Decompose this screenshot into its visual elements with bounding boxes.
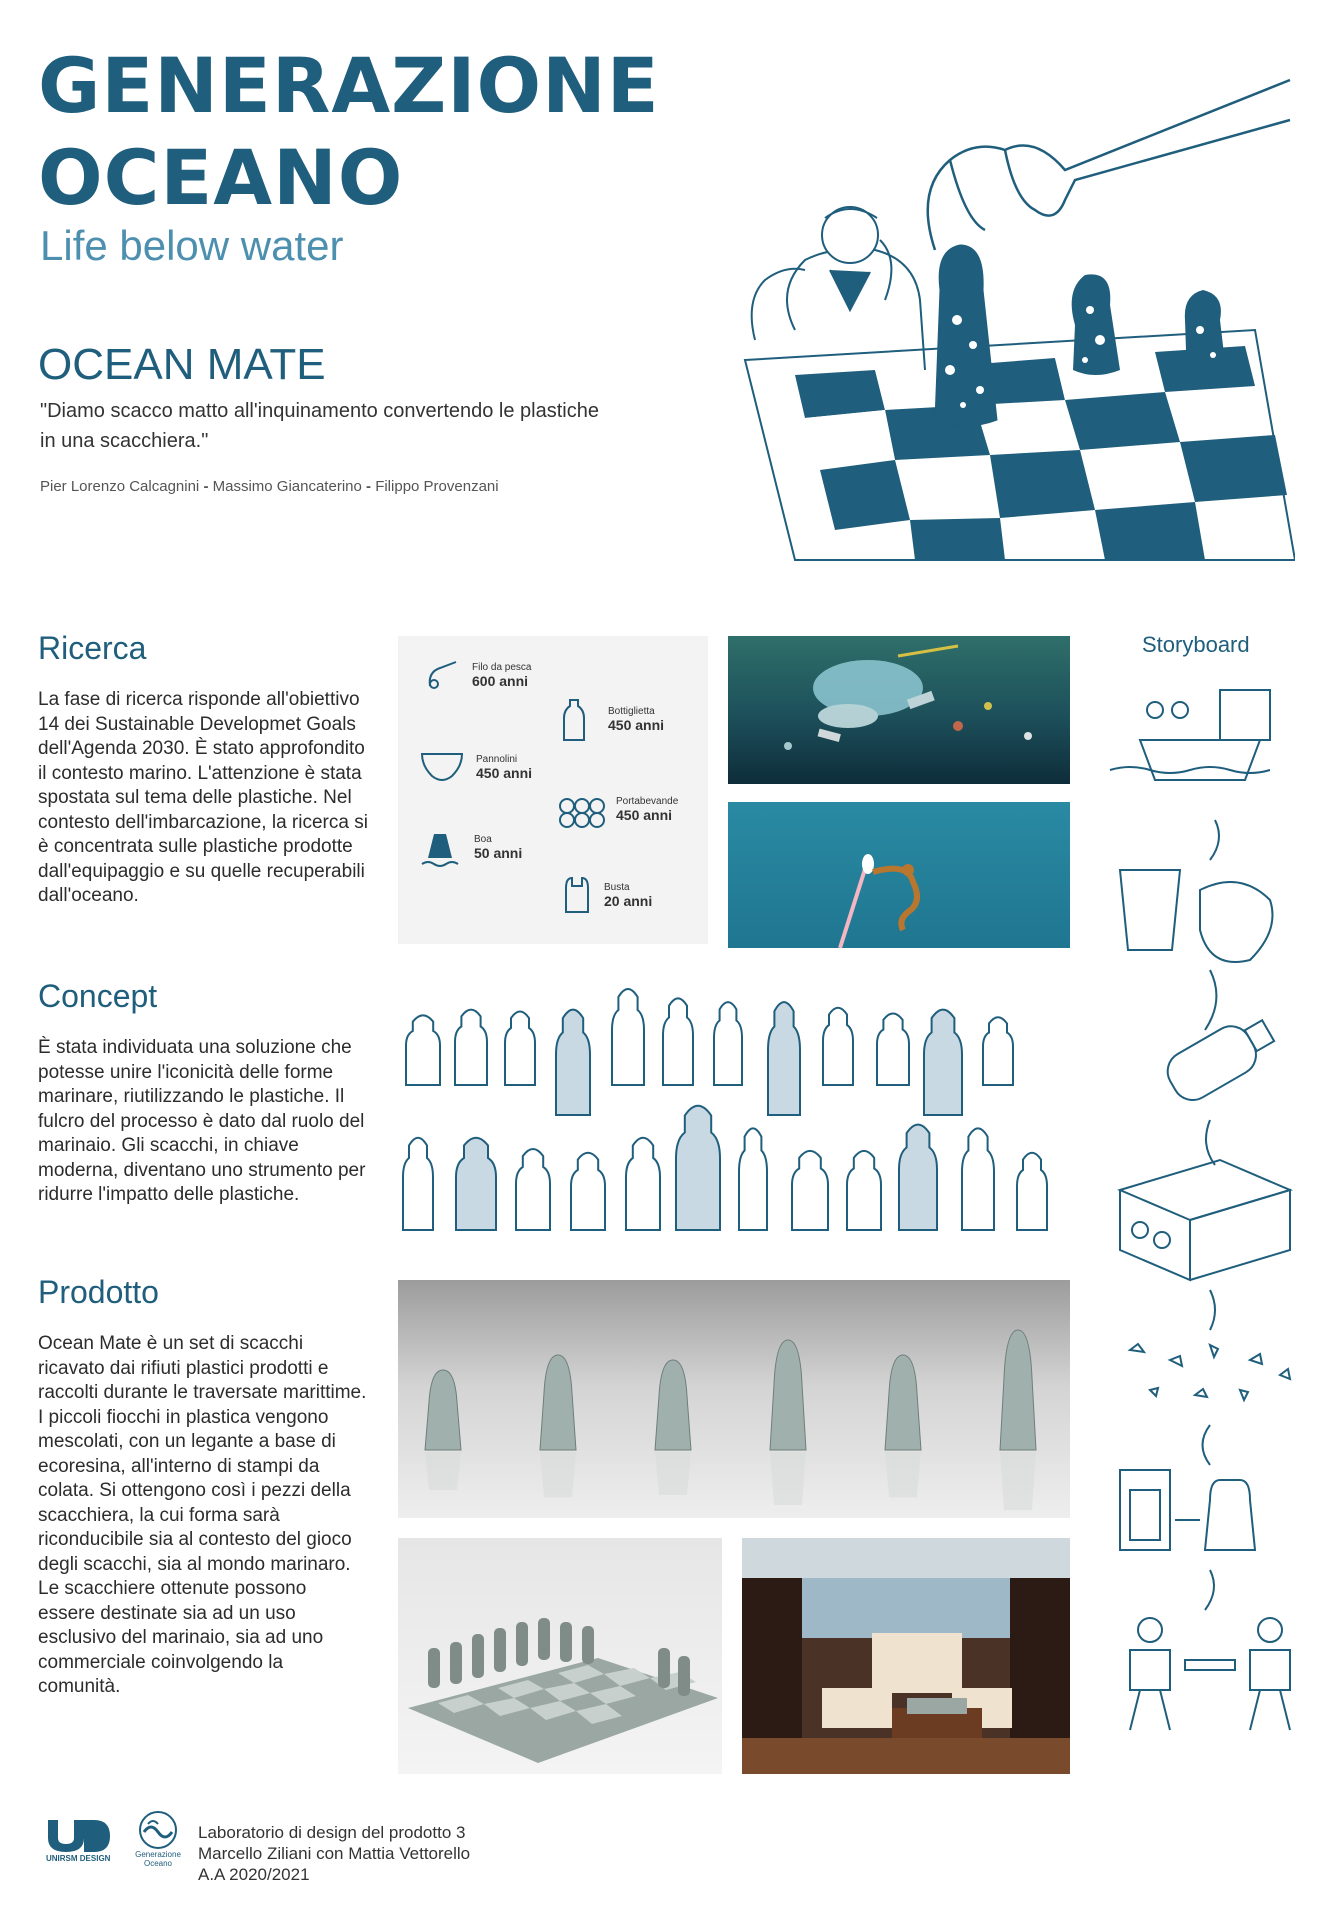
fishing-line-icon: [426, 658, 460, 692]
stat-label: Pannolini: [476, 754, 518, 765]
storyboard-recycling: [1120, 870, 1273, 962]
concept-piece-sketch: [403, 1138, 433, 1230]
concept-piece-sketch: [768, 1002, 800, 1115]
storyboard-bottle: [1160, 1009, 1280, 1107]
concept-piece-sketch: [962, 1128, 994, 1230]
stat-label: Boa: [474, 834, 492, 845]
stat-label: Busta: [604, 882, 630, 893]
plastic-decomposition-panel: [398, 636, 708, 944]
footer-line-3: A.A 2020/2021: [198, 1865, 310, 1884]
storyboard-title: Storyboard: [1142, 632, 1250, 657]
six-pack-ring-icon: [558, 796, 606, 830]
stat-buoy: [420, 830, 460, 870]
title-line-2: OCEANO: [38, 133, 404, 222]
concept-piece-sketch: [455, 1010, 487, 1085]
storyboard: [1100, 670, 1330, 1780]
concept-title: Concept: [38, 978, 158, 1014]
footer-credits: [198, 1822, 470, 1885]
sailor-illustration: [752, 207, 925, 370]
concept-text: È stata individuata una soluzione che potesse unire l'iconicità delle forme marinare, riutilizzando le plastiche. Il fulcro del processo è dato dal ruolo del marinaio. Gli scacchi, in chiave moderna, diventano uno strumento per ridurre l'impatto delle plastiche.: [38, 1037, 366, 1205]
footer-line-2: Marcello Ziliani con Mattia Vettorello: [198, 1844, 471, 1863]
concept-sketches: [398, 985, 1074, 1235]
concept-piece-sketch: [676, 1106, 720, 1230]
concept-piece-sketch: [456, 1138, 496, 1230]
storyboard-fishing-boat: [1110, 690, 1270, 780]
stat-bottle: [561, 698, 587, 742]
product-render: [398, 1280, 1070, 1518]
plastic-bag-icon: [562, 876, 592, 916]
quote-line-1: "Diamo scacco matto all'inquinamento convertendo le plastiche: [40, 400, 599, 422]
product-chess-piece: [885, 1355, 921, 1498]
prodotto-text: Ocean Mate è un set di scacchi ricavato dai rifiuti plastici prodotti e raccolti durante le traversate marittime. I piccoli fiocchi in plastica vengono mescolati, con un legante a base di ecoresina, all'interno di stampi da colata. Si ottengono così i pezzi della scacchiera, la cui forma sarà riconducibile sia al contesto del gioco degli scacchi, sia al mondo marinaro. Le scacchiere ottenute possono essere destinate sia ad un uso esclusivo del marinaio, sia ad uno commerciale coinvolgendo la comunità.: [38, 1333, 367, 1697]
chessboard-render: [398, 1538, 722, 1774]
product-chess-piece: [1000, 1330, 1036, 1510]
logo-text-line-1: Generazione: [135, 1850, 181, 1859]
ocean-plastic-photo: [728, 636, 1070, 784]
concept-piece-sketch: [877, 1013, 909, 1085]
stat-value: 450 anni: [608, 717, 665, 733]
concept-piece-sketch: [714, 1002, 742, 1085]
unirsm-logo: [46, 1818, 116, 1878]
product-chess-piece: [770, 1340, 806, 1505]
concept-piece-sketch: [847, 1151, 881, 1230]
author-2: Massimo Giancaterino: [212, 478, 362, 495]
product-chess-piece: [655, 1360, 691, 1495]
stat-label: Bottiglietta: [608, 706, 655, 717]
hero-illustration: [735, 40, 1295, 570]
title-line-1: GENERAZIONE: [38, 41, 660, 130]
stat-label: Portabevande: [616, 796, 679, 807]
storyboard-players: [1130, 1618, 1290, 1730]
concept-piece-sketch: [739, 1128, 767, 1230]
stat-value: 20 anni: [604, 893, 653, 909]
concept-piece-sketch: [626, 1138, 660, 1230]
footer-line-1: Laboratorio di design del prodotto 3: [198, 1823, 466, 1842]
concept-piece-sketch: [556, 1010, 590, 1115]
quote-line-2: in una scacchiera.": [40, 430, 209, 452]
concept-piece-sketch: [612, 989, 644, 1085]
stat-label: Filo da pesca: [472, 662, 532, 673]
diaper-icon: [420, 750, 464, 784]
stat-value: 450 anni: [616, 807, 673, 823]
concept-piece-sketch: [406, 1015, 440, 1085]
concept-piece-sketch: [823, 1008, 853, 1085]
author-separator: -: [366, 478, 372, 495]
project-title: OCEAN MATE: [38, 340, 326, 389]
buoy-icon: [420, 830, 460, 870]
subtitle: Life below water: [40, 222, 344, 269]
product-chess-piece: [425, 1370, 461, 1490]
concept-piece-sketch: [663, 998, 693, 1085]
author-separator: -: [203, 478, 209, 495]
stat-six-pack: [558, 796, 606, 830]
yacht-interior-photo: [742, 1538, 1070, 1774]
stat-value: 600 anni: [472, 673, 529, 689]
concept-piece-sketch: [899, 1125, 937, 1230]
stat-bag: [562, 876, 592, 916]
bottle-icon: [561, 698, 587, 742]
product-chess-piece: [540, 1355, 576, 1498]
storyboard-mold: [1120, 1470, 1255, 1550]
author-3: Filippo Provenzani: [375, 478, 499, 495]
project-quote: [40, 396, 680, 456]
concept-piece-sketch: [792, 1151, 828, 1230]
author-1: Pier Lorenzo Calcagnini: [40, 478, 200, 495]
seahorse-photo: [728, 802, 1070, 948]
ricerca-title: Ricerca: [38, 630, 147, 666]
concept-piece-sketch: [505, 1012, 535, 1085]
stat-value: 450 anni: [476, 765, 533, 781]
concept-piece-sketch: [924, 1010, 962, 1115]
prodotto-title: Prodotto: [38, 1274, 159, 1310]
stat-fishing-line: [426, 658, 460, 692]
ricerca-text: La fase di ricerca risponde all'obiettivo 14 dei Sustainable Developmet Goals dell'Agenda 2030. È stato approfondito il contesto marino. L'attenzione è stata spostata sul tema delle plastiche. Nel contesto dell'imbarcazione, la ricerca si è concentrata sulle plastiche prodotte dall'equipaggio e su quelle recuperabili dall'oceano.: [38, 689, 368, 906]
storyboard-shredder: [1120, 1160, 1290, 1280]
stat-diaper: [420, 750, 464, 784]
logo-text-line-2: Oceano: [143, 1859, 173, 1868]
concept-piece-sketch: [516, 1149, 550, 1230]
storyboard-flakes: [1130, 1344, 1290, 1400]
stat-value: 50 anni: [474, 845, 523, 861]
generazione-oceano-logo: [128, 1810, 188, 1890]
authors: [40, 478, 499, 495]
concept-piece-sketch: [571, 1153, 605, 1230]
concept-piece-sketch: [983, 1017, 1013, 1085]
concept-piece-sketch: [1017, 1153, 1047, 1230]
unirsm-logo-text: UNIRSM DESIGN: [46, 1854, 111, 1863]
hand-illustration: [928, 80, 1290, 250]
